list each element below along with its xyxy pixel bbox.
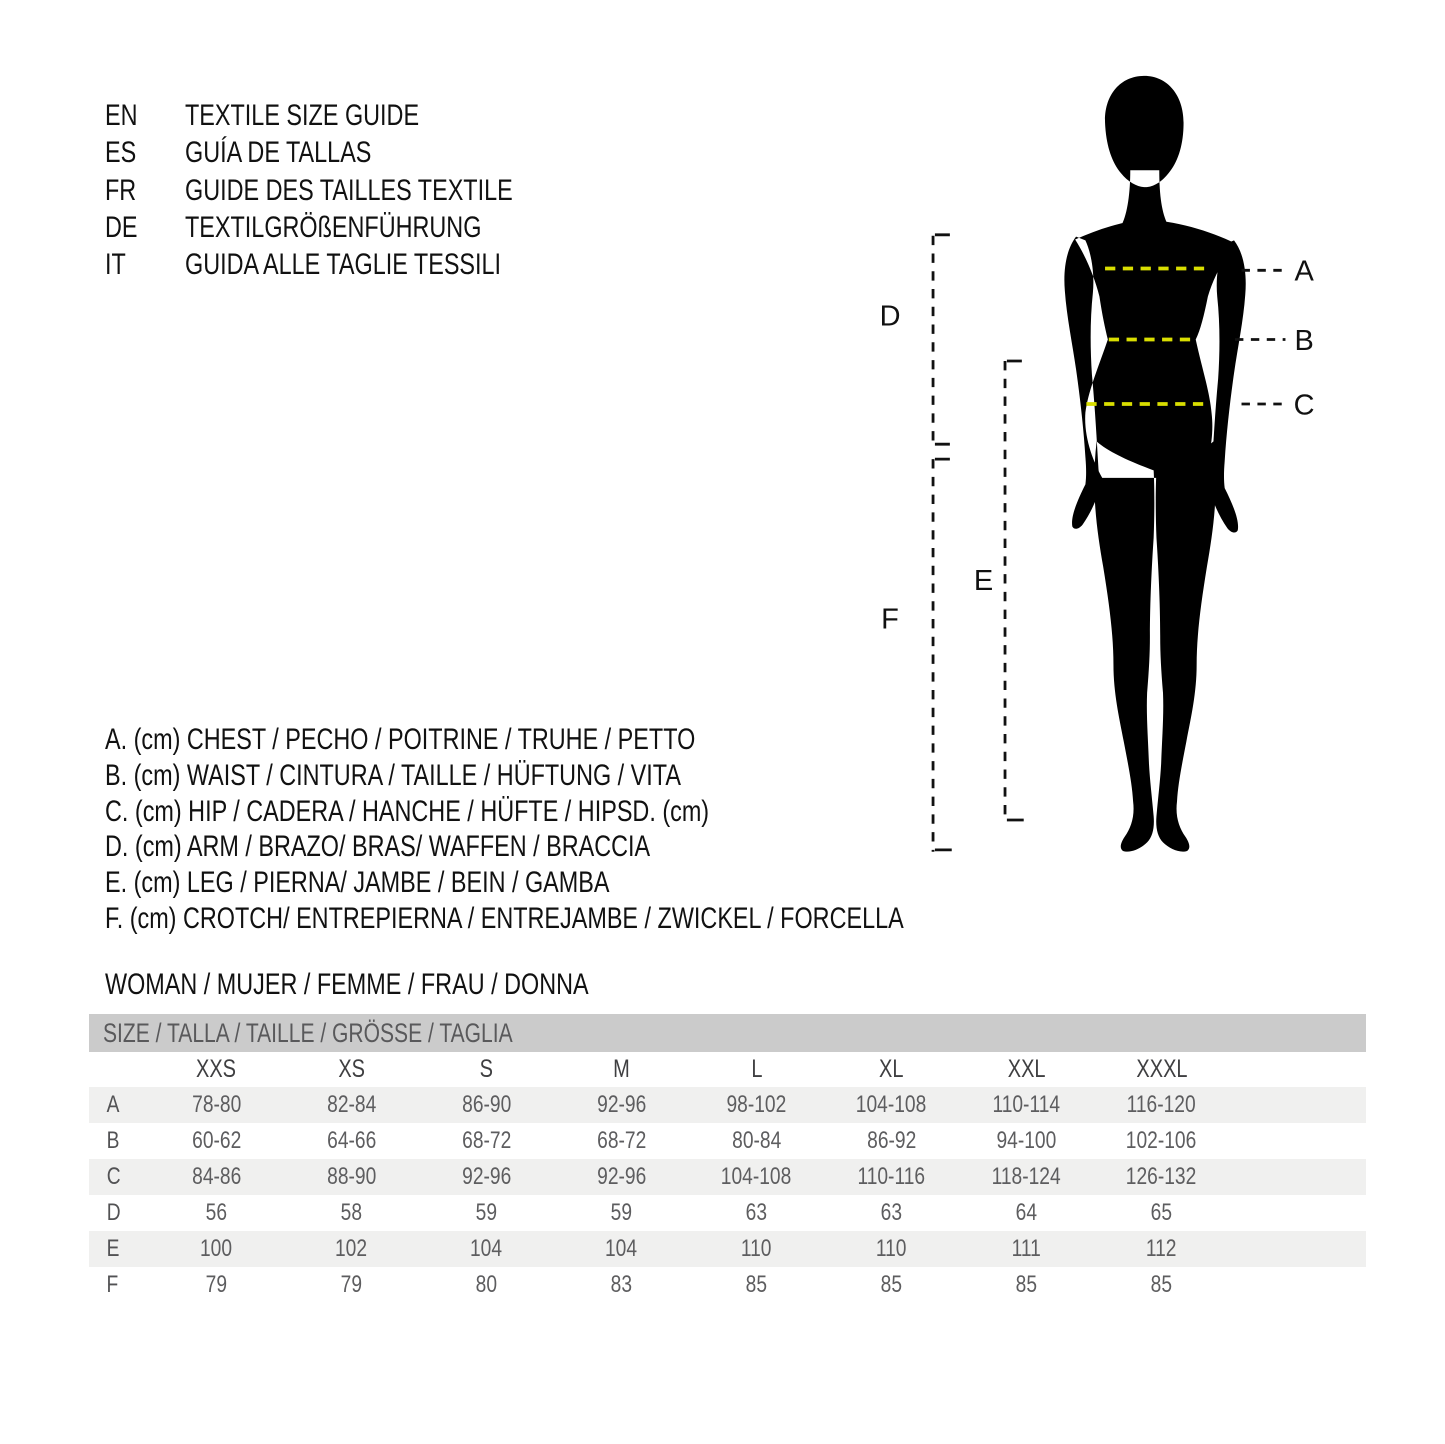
row-label: D	[106, 1199, 121, 1226]
language-row	[105, 209, 605, 246]
size-value: 85	[1015, 1271, 1038, 1298]
size-value: 56	[205, 1199, 228, 1226]
size-value: 104	[470, 1235, 503, 1262]
table-row	[89, 1087, 1366, 1123]
language-row	[105, 134, 605, 171]
definition-text: E. (cm) LEG / PIERNA/ JAMBE / BEIN / GAMBA	[105, 866, 610, 900]
size-value: 80	[475, 1271, 498, 1298]
size-value: 59	[475, 1199, 498, 1226]
definition-text: D. (cm) ARM / BRAZO/ BRAS/ WAFFEN / BRACCIA	[105, 830, 651, 864]
table-row	[89, 1267, 1366, 1303]
size-value: 85	[1150, 1271, 1173, 1298]
measurement-definition	[105, 829, 1129, 865]
size-table-header-text: SIZE / TALLA / TAILLE / GRÖSSE / TAGLIA	[103, 1018, 513, 1048]
size-value: 64-66	[326, 1127, 377, 1154]
size-value: 92-96	[596, 1091, 647, 1118]
size-table	[89, 1052, 1366, 1303]
size-column-header: XXL	[1007, 1055, 1046, 1083]
row-label: A	[106, 1091, 120, 1118]
language-code: ES	[105, 136, 137, 170]
figure-label-leg: E	[973, 565, 994, 598]
size-column-header: XXS	[196, 1055, 237, 1083]
row-label: B	[106, 1127, 120, 1154]
size-value: 79	[340, 1271, 363, 1298]
size-value: 78-80	[191, 1091, 242, 1118]
size-value: 98-102	[726, 1091, 787, 1118]
size-value: 100	[200, 1235, 233, 1262]
size-column-header: M	[613, 1055, 630, 1083]
size-column-header: L	[750, 1055, 763, 1083]
figure-label-crotch: F	[881, 603, 899, 636]
size-value: 88-90	[326, 1163, 377, 1190]
language-code: IT	[105, 248, 126, 282]
table-row	[89, 1195, 1366, 1231]
size-value: 92-96	[596, 1163, 647, 1190]
size-value: 68-72	[596, 1127, 647, 1154]
language-row	[105, 172, 605, 209]
size-value: 86-90	[461, 1091, 512, 1118]
size-columns-row	[89, 1052, 1366, 1087]
size-column-header: XXXL	[1135, 1055, 1188, 1083]
row-label: C	[106, 1163, 121, 1190]
size-table-header	[89, 1014, 1366, 1052]
size-value: 104-108	[856, 1091, 927, 1118]
size-value: 63	[745, 1199, 768, 1226]
size-value: 118-124	[991, 1163, 1062, 1190]
language-title: TEXTILE SIZE GUIDE	[185, 99, 420, 132]
size-column-header: XS	[338, 1055, 365, 1083]
size-column-header: S	[479, 1055, 494, 1083]
size-value: 79	[205, 1271, 228, 1298]
size-value: 82-84	[326, 1091, 377, 1118]
size-value: 110	[741, 1235, 772, 1262]
language-title: TEXTILGRÖßENFÜHRUNG	[185, 210, 482, 244]
row-label: F	[106, 1271, 119, 1298]
size-value: 110	[876, 1235, 907, 1262]
language-code: FR	[105, 173, 137, 207]
size-value: 112	[1146, 1235, 1177, 1262]
definition-text: C. (cm) HIP / CADERA / HANCHE / HÜFTE / HIPSD. (cm)	[105, 794, 710, 828]
language-row	[105, 246, 605, 283]
size-value: 126-132	[1126, 1163, 1197, 1190]
size-value: 65	[1150, 1199, 1173, 1226]
language-code: EN	[105, 99, 138, 132]
size-value: 64	[1015, 1199, 1038, 1226]
measurement-definition	[105, 865, 1129, 901]
table-row	[89, 1123, 1366, 1159]
size-value: 110-114	[992, 1091, 1061, 1118]
language-title: GUIDA ALLE TAGLIE TESSILI	[185, 248, 502, 282]
measurement-definition	[105, 758, 1129, 794]
size-value: 83	[610, 1271, 633, 1298]
size-value: 58	[340, 1199, 363, 1226]
definition-text: F. (cm) CROTCH/ ENTREPIERNA / ENTREJAMBE / ZWICKEL / FORCELLA	[105, 901, 904, 935]
gender-heading-text: WOMAN / MUJER / FEMME / FRAU / DONNA	[105, 968, 589, 1001]
size-value: 111	[1011, 1235, 1042, 1262]
size-value: 85	[880, 1271, 903, 1298]
measurement-definitions	[105, 722, 1129, 937]
size-column-header: XL	[879, 1055, 904, 1083]
size-value: 94-100	[996, 1127, 1057, 1154]
table-row	[89, 1159, 1366, 1195]
table-row	[89, 1231, 1366, 1267]
figure-label-arm: D	[879, 300, 901, 333]
measurement-definition	[105, 901, 1129, 937]
size-table-section	[89, 1014, 1366, 1303]
size-value: 116-120	[1126, 1091, 1197, 1118]
size-value: 110-116	[857, 1163, 926, 1190]
size-value: 104	[605, 1235, 638, 1262]
language-code: DE	[105, 210, 138, 244]
size-value: 63	[880, 1199, 903, 1226]
language-title: GUÍA DE TALLAS	[185, 136, 372, 170]
size-value: 60-62	[191, 1127, 242, 1154]
size-value: 68-72	[461, 1127, 512, 1154]
measurement-definition	[105, 794, 1129, 830]
figure-label-hip: C	[1293, 389, 1315, 422]
definition-text: B. (cm) WAIST / CINTURA / TAILLE / HÜFTUNG / VITA	[105, 758, 681, 792]
gender-heading	[105, 966, 725, 1004]
definition-text: A. (cm) CHEST / PECHO / POITRINE / TRUHE / PETTO	[105, 723, 696, 756]
size-value: 102-106	[1126, 1127, 1197, 1154]
size-value: 102	[335, 1235, 368, 1262]
size-value: 104-108	[721, 1163, 792, 1190]
row-label: E	[106, 1235, 120, 1262]
size-value: 86-92	[866, 1127, 917, 1154]
size-value: 84-86	[191, 1163, 242, 1190]
measurement-definition	[105, 722, 1129, 758]
figure-label-chest: A	[1294, 255, 1314, 288]
size-value: 85	[745, 1271, 768, 1298]
size-value: 59	[610, 1199, 633, 1226]
size-value: 80-84	[731, 1127, 782, 1154]
size-value: 92-96	[461, 1163, 512, 1190]
language-title-block	[105, 97, 605, 283]
language-title: GUIDE DES TAILLES TEXTILE	[185, 173, 513, 207]
figure-label-waist: B	[1294, 324, 1314, 357]
language-row	[105, 97, 605, 134]
